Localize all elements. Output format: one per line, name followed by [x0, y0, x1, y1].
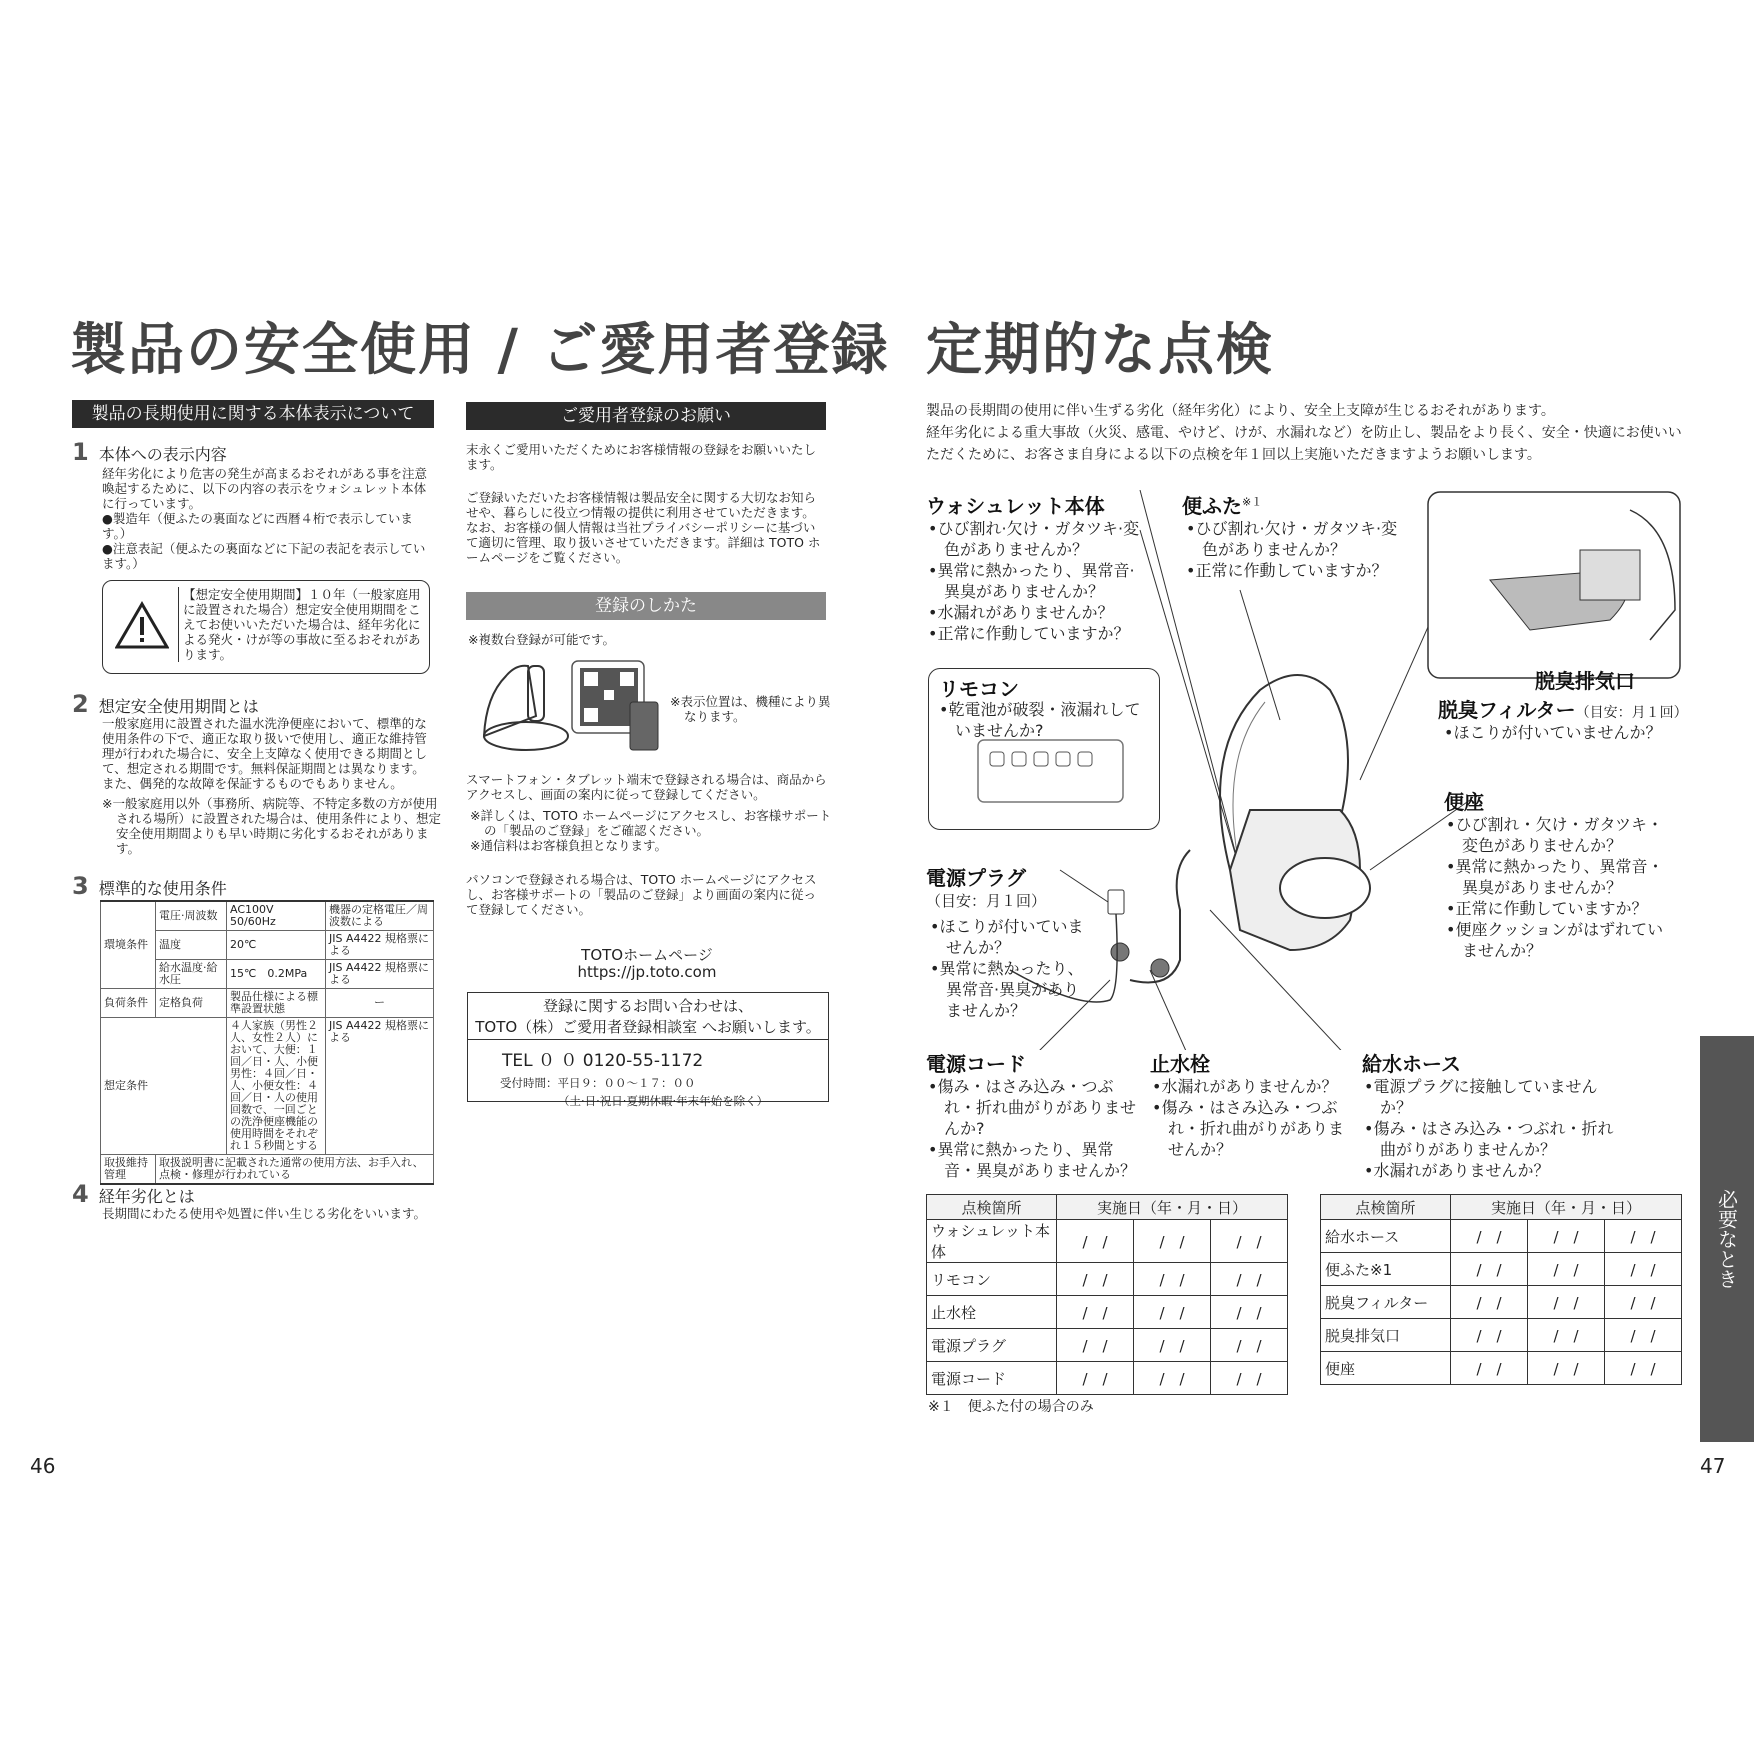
longterm-section-bar: 製品の長期使用に関する本体表示について [72, 400, 434, 428]
registration-request-bar: ご愛用者登録のお願い [466, 402, 826, 430]
section-2-heading: 2 想定安全使用期間とは [72, 690, 259, 718]
table-row: 想定条件 ４人家族（男性２人、女性２人）において、大便：１回／日・人、小便男性：４回／日・人、小便女性：４回／日・人の使用回数で、一回ごとの洗浄便座機能の使用時間をそれぞれ１５秒間とする JIS A4422 規格票による [101, 1018, 434, 1155]
table-row: 負荷条件 定格負荷 製品仕様による標準設置状態 ー [101, 989, 434, 1018]
section-3-heading: 3 標準的な使用条件 [72, 872, 227, 900]
position-note: ※表示位置は、機種により異なります。 [670, 694, 831, 724]
right-page-number: 47 [1700, 1454, 1726, 1478]
table-row: 給水ホース / / / / / / [1321, 1220, 1682, 1253]
plug-interval: （目安：月１回） [926, 892, 1047, 910]
table-row: 便座 / / / / / / [1321, 1352, 1682, 1385]
hose-checklist: •電源プラグに接触していませんか？ •傷み・はさみ込み・つぶれ・折れ曲がりがありませんか？ •水漏れがありませんか？ [1364, 1077, 1614, 1180]
warning-triangle-icon [115, 601, 169, 649]
seat-title: 便座 [1444, 790, 1484, 814]
manufacture-year-bullet: ●製造年（便ふたの裏面などに西暦４桁で表示しています。） [102, 511, 413, 541]
caution-notice-bullet: ●注意表記（便ふたの裏面などに下記の表記を表示しています。） [102, 541, 426, 571]
cord-checklist: •傷み・はさみ込み・つぶれ・折れ曲がりがありませんか? •異常に熱かったり、異常音・異臭がありませんか？ [928, 1077, 1137, 1180]
remote-inset [928, 668, 1160, 830]
table-row: ウォシュレット本体 / / / / / / [927, 1220, 1288, 1263]
left-page-title: 製品の安全使用 / ご愛用者登録 [70, 318, 890, 383]
remote-title: リモコン [939, 677, 1019, 701]
section-2-text: 一般家庭用に設置された温水洗浄便座において、標準的な使用条件の下で、適正な取り扱いで使用し、適正な維持管理が行われた場合に、安全上支障なく使用できる期間として、想定される期間です。無料保証期間とは異なります。また、偶発的な故障を保証するものでもありません。 [102, 716, 428, 791]
right-page-title: 定期的な点検 [926, 318, 1274, 383]
inspection-table-left: 点検箇所 実施日（年・月・日） ウォシュレット本体 / / / / / / リモコン / / / / / / 止水栓 / / / / / / 電源プラグ / / / / / / 電源コード / / / / / / [926, 1194, 1288, 1395]
seat-checklist: •ひび割れ・欠け・ガタツキ・変色がありませんか？ •異常に熱かったり、異常音・異臭がありませんか？ •正常に作動していますか？ •便座クッションがはずれていませんか？ [1446, 815, 1664, 960]
lid-checklist: •ひび割れ·欠け・ガタツキ·変色がありませんか？ •正常に作動していますか？ [1186, 519, 1398, 580]
section-2-note: ※一般家庭用以外（事務所、病院等、不特定多数の方が使用される場所）に設置された場合は、使用条件により、想定安全使用期間よりも早い時期に劣化するおそれがあります。 [102, 796, 442, 856]
plug-title: 電源プラグ [926, 866, 1026, 890]
table-row: 便ふた※1 / / / / / / [1321, 1253, 1682, 1286]
exhaust-title: 脱臭排気口 [1535, 669, 1635, 693]
valve-title: 止水栓 [1150, 1052, 1210, 1076]
side-tab: 必要なとき [1700, 1036, 1754, 1442]
table-row: 温度 20℃ JIS A4422 規格票による [101, 931, 434, 960]
table-row: 取扱維持管理 取扱説明書に記載された通常の使用方法、お手入れ、点検・修理が行われている [101, 1155, 434, 1185]
remote-checklist: •乾電池が破裂・液漏れしていませんか? [939, 700, 1141, 740]
filter-heading: 脱臭フィルター（目安：月１回） [1438, 698, 1688, 722]
toilet-qr-illustration [476, 656, 676, 758]
pc-register-text: パソコンで登録される場合は、TOTO ホームページにアクセスし、お客様サポートの「製品のご登録」より画面の案内に従って登録してください。 [466, 872, 817, 917]
data-fee-note: ※通信料はお客様負担となります。 [470, 838, 667, 853]
lid-title: 便ふた$^{※1}$ [1182, 494, 1263, 518]
section-1-heading: 1 本体への表示内容 [72, 438, 227, 466]
cord-title: 電源コード [926, 1052, 1026, 1076]
table-row: 環境条件 電圧·周波数 AC100V 50/60Hz 機器の定格電圧／周波数による [101, 901, 434, 931]
filter-checklist: •ほこりが付いていませんか？ [1444, 723, 1662, 742]
registration-intro: 末永くご愛用いただくためにお客様情報の登録をお願いいたします。 [466, 442, 817, 472]
smartphone-register-text: スマートフォン・タブレット端末で登録される場合は、商品からアクセスし、画面の案内に従って登録してください。 [466, 772, 827, 802]
washlet-title: ウォシュレット本体 [926, 494, 1105, 518]
registration-privacy-text: ご登録いただいたお客様情報は製品安全に関する大切なお知らせや、暮らしに役立つ情報の提供に利用させていただきます。なお、お客様の個人情報は当社プライバシーポリシーに基づいて適切に管理、取り扱いさせていただきます。詳細は TOTO ホームページをご覧ください。 [466, 490, 821, 565]
table-row: リモコン / / / / / / [927, 1263, 1288, 1296]
smartphone-detail-note: ※詳しくは、TOTO ホームページにアクセスし、お客様サポートの「製品のご登録」をご確認ください。 [470, 808, 832, 838]
multi-register-note: ※複数台登録が可能です。 [468, 632, 615, 647]
table-row: 止水栓 / / / / / / [927, 1296, 1288, 1329]
table-row: 給水温度·給水圧 15℃ 0.2MPa JIS A4422 規格票による [101, 960, 434, 989]
table-row: 電源コード / / / / / / [927, 1362, 1288, 1395]
hose-title: 給水ホース [1362, 1052, 1461, 1076]
how-to-register-bar: 登録のしかた [466, 592, 826, 620]
table-row: 脱臭排気口 / / / / / / [1321, 1319, 1682, 1352]
plug-checklist: •ほこりが付いていませんか？ •異常に熱かったり、異常音·異臭がありませんか？ [930, 917, 1084, 1020]
table-row: 電源プラグ / / / / / / [927, 1329, 1288, 1362]
section-1-text: 経年劣化により危害の発生が高まるおそれがある事を注意喚起するために、以下の内容の表示をウォシュレット本体に行っています。 ●製造年（便ふたの裏面などに西暦４桁で表示しています。） ●注意表記（便ふたの裏面などに下記の表記を表示しています。） [102, 466, 432, 571]
washlet-checklist: •ひび割れ·欠け・ガタツキ·変色がありませんか？ •異常に熱かったり、異常音·異臭がありませんか？ •水漏れがありませんか？ •正常に作動していますか？ [928, 519, 1140, 643]
section-4-heading: 4 経年劣化とは [72, 1180, 195, 1208]
section-4-text: 長期間にわたる使用や処置に伴い生じる劣化をいいます。 [102, 1206, 427, 1221]
table-row: 脱臭フィルター / / / / / / [1321, 1286, 1682, 1319]
homepage-url[interactable]: https://jp.toto.com [577, 963, 717, 981]
tel-number: TEL ０ ０ 0120-55-1172 [502, 1051, 704, 1071]
valve-checklist: •水漏れがありませんか？ •傷み・はさみ込み・つぶれ・折れ曲がりがありませんか？ [1152, 1077, 1345, 1159]
homepage-label: TOTOホームページ [581, 946, 713, 964]
left-page-number: 46 [30, 1454, 56, 1478]
warning-box [102, 580, 430, 674]
warning-text: 【想定安全使用期間】１０年（一般家庭用に設置された場合）想定安全使用期間をこえてお使いいただいた場合は、経年劣化による発火・けが等の事故に至るおそれがあります。 [178, 587, 428, 662]
contact-box: 登録に関するお問い合わせは、 TOTO（株）ご愛用者登録相談室 へお願いします。 TEL ０ ０ 0120-55-1172 受付時間：平日９：００～１７：００ （土·日·祝日·夏期休暇·年末年始を除く） [467, 992, 829, 1102]
usage-conditions-table [100, 900, 434, 1185]
inspection-intro: 製品の長期間の使用に伴い生ずる劣化（経年劣化）により、安全上支障が生じるおそれがあります。 経年劣化による重大事故（火災、感電、やけど、けが、水漏れなど）を防止し、製品をより長く、安全・快適にお使いいただくために、お客さま自身による以下の点検を年１回以上実施いただきますようお願いします。 [926, 403, 1682, 463]
footnote: ※１ 便ふた付の場合のみ [928, 1399, 1094, 1415]
inspection-table-right: 点検箇所 実施日（年・月・日） 給水ホース / / / / / / 便ふた※1 / / / / / / 脱臭フィルター / / / / / / 脱臭排気口 / / / / / / 便座 / / / / / / [1320, 1194, 1682, 1385]
